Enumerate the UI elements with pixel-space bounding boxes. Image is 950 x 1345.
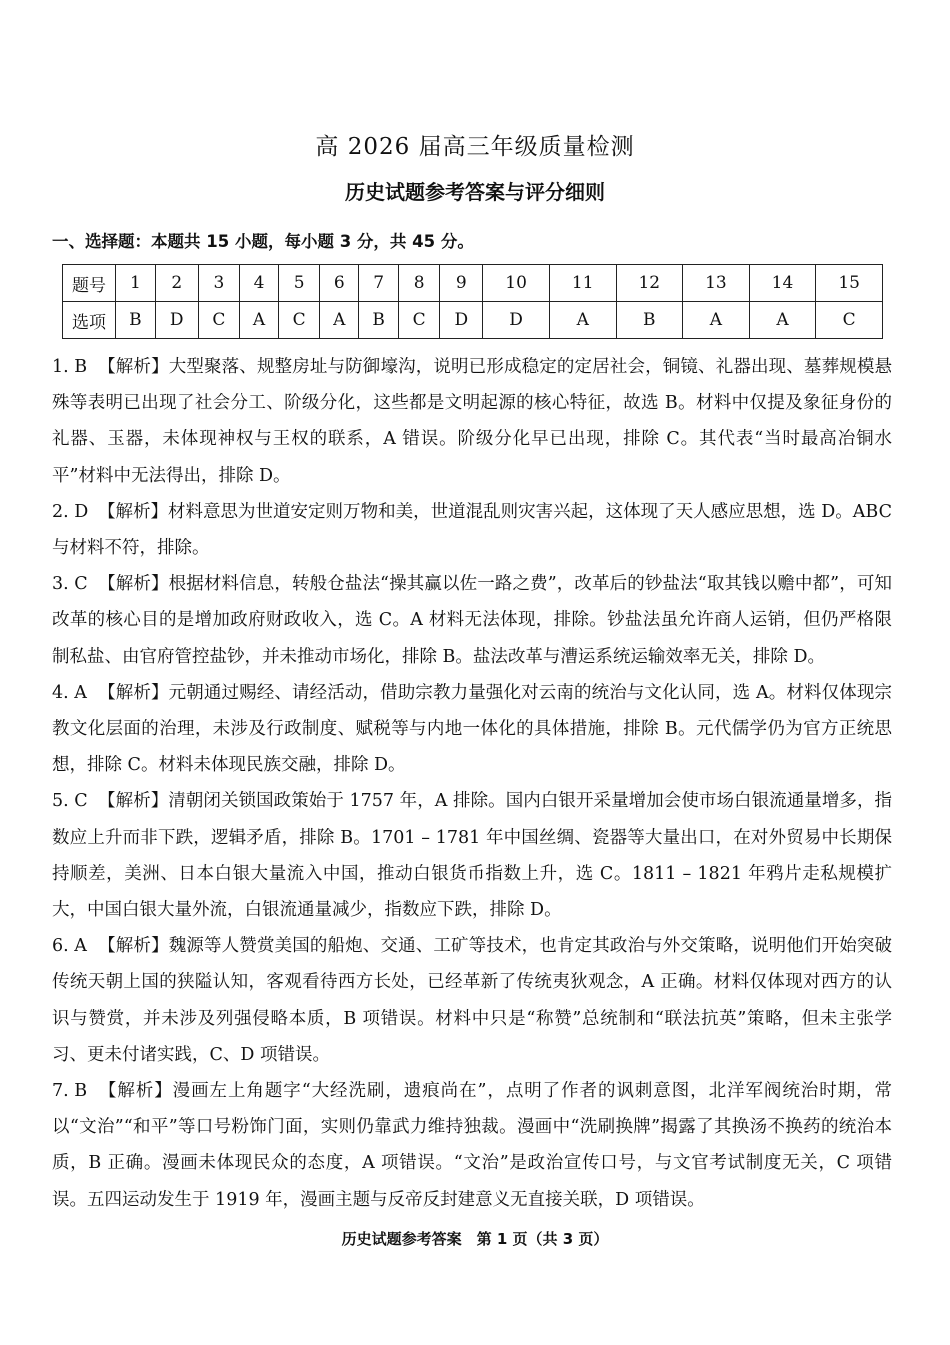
page-footer: 历史试题参考答案 第 1 页（共 3 页） bbox=[341, 1230, 609, 1248]
question-number: 1 bbox=[116, 265, 156, 302]
item-number: 7. B bbox=[52, 1081, 88, 1102]
answer-table bbox=[62, 264, 883, 339]
item-text: 【解析】大型聚落、规整房址与防御壕沟，说明已形成稳定的定居社会，铜镜、礼器出现、墓葬规模悬殊等表明已出现了社会分工、阶级分化，这些都是文明起源的核心特征，故选 B。材料中仅提及象征身份的礼器、玉器，未体现神权与王权的联系，A 错误。阶级分化早已出现，排除 C。其代表“当时最高冶铜水平”材料中无法得出，排除 D。 bbox=[52, 357, 892, 486]
answer-cell: C bbox=[816, 302, 883, 339]
explanation-item bbox=[52, 349, 892, 494]
question-number: 2 bbox=[155, 265, 198, 302]
answer-cell: C bbox=[399, 302, 440, 339]
item-number: 1. B bbox=[52, 357, 88, 377]
item-text: 【解析】材料意思为世道安定则万物和美，世道混乱则灾害兴起，这体现了天人感应思想，选 D。ABC 与材料不符，排除。 bbox=[52, 501, 892, 559]
question-number: 5 bbox=[279, 265, 320, 302]
section-heading: 一、选择题：本题共 15 小题，每小题 3 分，共 45 分。 bbox=[52, 232, 474, 251]
explanation-item bbox=[52, 566, 892, 675]
question-number: 9 bbox=[440, 265, 483, 302]
item-number: 3. C bbox=[52, 574, 88, 595]
answer-cell: C bbox=[198, 302, 239, 339]
question-number: 3 bbox=[198, 265, 239, 302]
answer-cell: C bbox=[279, 302, 320, 339]
item-number: 6. A bbox=[52, 936, 87, 957]
question-number: 10 bbox=[483, 265, 550, 302]
item-number: 5. C bbox=[52, 791, 88, 812]
answer-cell: B bbox=[359, 302, 399, 339]
answer-row bbox=[63, 302, 883, 339]
explanation-item bbox=[52, 675, 892, 784]
question-number: 6 bbox=[320, 265, 359, 302]
explanation-item bbox=[52, 494, 892, 566]
item-text: 【解析】魏源等人赞赏美国的船炮、交通、工矿等技术，也肯定其政治与外交策略，说明他们开始突破传统天朝上国的狭隘认知，客观看待西方长处，已经革新了传统夷狄观念，A 正确。材料仅体现对西方的认识与赞赏，并未涉及列强侵略本质，B 项错误。材料中只是“称赞”总统制和“联法抗英”策略，但未主张学习、更未付诸实践，C、D 项错误。 bbox=[52, 936, 892, 1065]
answer-cell: D bbox=[155, 302, 198, 339]
page-subtitle: 历史试题参考答案与评分细则 bbox=[345, 180, 605, 204]
answer-cell: B bbox=[116, 302, 156, 339]
question-number: 12 bbox=[616, 265, 683, 302]
item-text: 【解析】根据材料信息，转般仓盐法“操其赢以佐一路之费”，改革后的钞盐法“取其钱以赡中都”，可知改革的核心目的是增加政府财政收入，选 C。A 材料无法体现，排除。钞盐法虽允许商人运销，但仍严格限制私盐、由官府管控盐钞，并未推动市场化，排除 B。盐法改革与漕运系统运输效率无关，排除 D。 bbox=[52, 574, 892, 667]
explanation-item bbox=[52, 1073, 892, 1218]
answer-cell: D bbox=[440, 302, 483, 339]
item-text: 【解析】元朝通过赐经、请经活动，借助宗教力量强化对云南的统治与文化认同，选 A。材料仅体现宗教文化层面的治理，未涉及行政制度、赋税等与内地一体化的具体措施，排除 B。元代儒学仍为官方正统思想，排除 C。材料未体现民族交融，排除 D。 bbox=[52, 682, 892, 776]
number-row bbox=[63, 265, 883, 302]
answer-cell: A bbox=[320, 302, 359, 339]
explanation-list bbox=[52, 349, 892, 1218]
question-number: 4 bbox=[239, 265, 278, 302]
row-label: 选项 bbox=[63, 302, 116, 339]
answer-cell: A bbox=[239, 302, 278, 339]
item-number: 4. A bbox=[52, 682, 87, 703]
answer-cell: D bbox=[483, 302, 550, 339]
item-text: 【解析】漫画左上角题字“大经洗刷，遗痕尚在”，点明了作者的讽刺意图，北洋军阀统治时期，常以“文治”“和平”等口号粉饰门面，实则仍靠武力维持独裁。漫画中“洗刷换牌”揭露了其换汤不换药的统治本质，B 正确。漫画未体现民众的态度，A 项错误。“文治”是政治宣传口号，与文官考试制度无关，C 项错误。五四运动发生于 1919 年，漫画主题与反帝反封建意义无直接关联，D 项错误。 bbox=[52, 1081, 892, 1210]
item-number: 2. D bbox=[52, 501, 89, 522]
item-text: 【解析】清朝闭关锁国政策始于 1757 年，A 排除。国内白银开采量增加会使市场白银流通量增多，指数应上升而非下跌，逻辑矛盾，排除 B。1701 – 1781 年中国丝绸、瓷器等大量出口，在对外贸易中长期保持顺差，美洲、日本白银大量流入中国，推动白银货币指数上升，选 C。1811 – 1821 年鸦片走私规模扩大，中国白银大量外流，白银流通量减少，指数应下跌，排除 D。 bbox=[52, 791, 892, 921]
answer-cell: B bbox=[616, 302, 683, 339]
answer-cell: A bbox=[749, 302, 816, 339]
question-number: 15 bbox=[816, 265, 883, 302]
row-label: 题号 bbox=[63, 265, 116, 302]
page-title: 高 2026 届高三年级质量检测 bbox=[315, 134, 635, 160]
explanation-item bbox=[52, 928, 892, 1073]
question-number: 11 bbox=[549, 265, 616, 302]
question-number: 14 bbox=[749, 265, 816, 302]
question-number: 13 bbox=[683, 265, 750, 302]
answer-cell: A bbox=[549, 302, 616, 339]
question-number: 8 bbox=[399, 265, 440, 302]
answer-cell: A bbox=[683, 302, 750, 339]
explanation-item bbox=[52, 783, 892, 928]
question-number: 7 bbox=[359, 265, 399, 302]
